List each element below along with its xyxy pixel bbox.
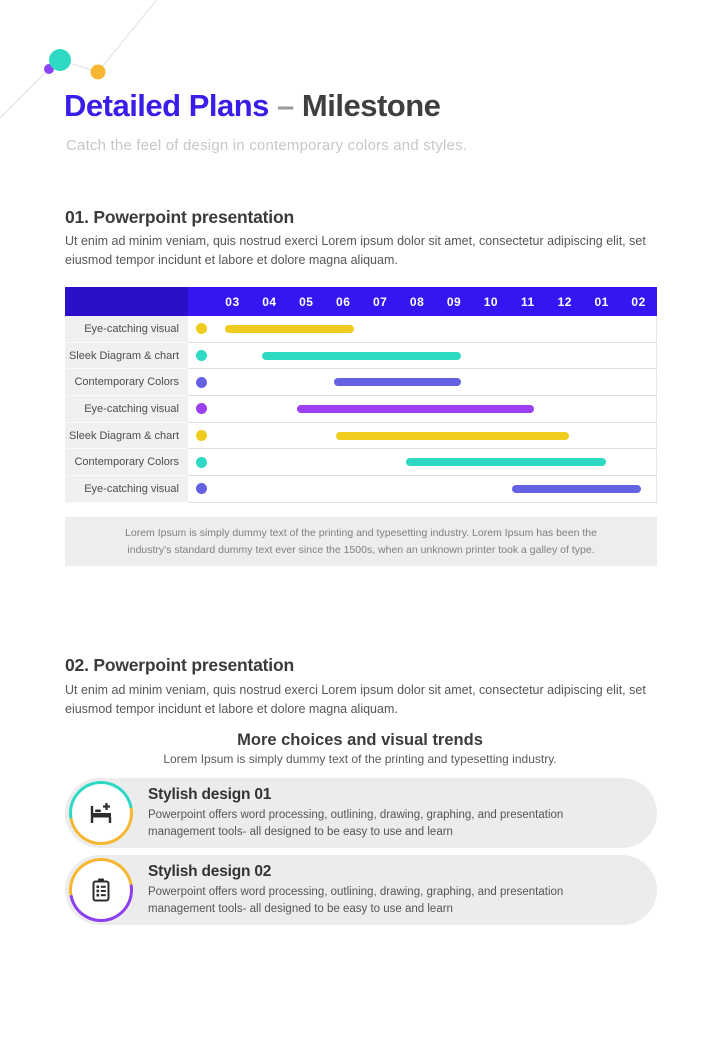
gantt-row-label: Sleek Diagram & chart	[65, 423, 188, 450]
card2-text	[148, 863, 657, 917]
feature-card-stylish-design-01	[65, 778, 657, 848]
gantt-row-track	[214, 396, 656, 422]
gantt-bar	[336, 432, 570, 440]
feature-card-stylish-design-02	[65, 855, 657, 925]
gantt-month-label: 01	[594, 294, 609, 309]
gantt-row-dot	[196, 403, 207, 414]
gantt-row-dot	[196, 430, 207, 441]
gantt-month-header	[188, 287, 657, 316]
card1-body: Powerpoint offers word processing, outlining, drawing, graphing, and presentation management tools- all designed to be easy to use and learn	[148, 808, 564, 838]
gantt-bar	[262, 352, 461, 360]
gantt-month-label: 06	[336, 294, 351, 309]
gantt-row	[65, 476, 657, 503]
gantt-row-label: Eye-catching visual	[65, 316, 188, 343]
gantt-row-chart-area	[188, 476, 657, 502]
gantt-row-chart-area	[188, 369, 657, 395]
page-title	[64, 88, 440, 124]
gantt-row-dot	[196, 483, 207, 494]
deco-teal-dot	[49, 49, 71, 71]
gantt-month-label: 05	[299, 294, 314, 309]
card2-ring	[69, 858, 133, 922]
highlight-subheading: Lorem Ipsum is simply dummy text of the printing and typesetting industry.	[163, 752, 557, 766]
gantt-row-label: Eye-catching visual	[65, 396, 188, 423]
gantt-bar	[297, 405, 535, 413]
gantt-row-track	[214, 369, 656, 395]
gantt-row-dot	[196, 323, 207, 334]
note-box	[65, 517, 657, 566]
card2-body: Powerpoint offers word processing, outlining, drawing, graphing, and presentation management tools- all designed to be easy to use and learn	[148, 885, 564, 915]
highlight-heading: More choices and visual trends	[237, 731, 483, 749]
gantt-month-label: 08	[409, 294, 425, 309]
gantt-row-label: Eye-catching visual	[65, 476, 188, 503]
gantt-row-label: Sleek Diagram & chart	[65, 343, 188, 370]
gantt-header-row	[65, 287, 657, 316]
section1-heading: 01. Powerpoint presentation	[65, 207, 294, 227]
gantt-row	[65, 369, 657, 396]
gantt-month-label: 09	[446, 294, 462, 309]
gantt-row-label: Contemporary Colors	[65, 449, 188, 476]
gantt-bar	[334, 378, 461, 386]
deco-yellow-dot	[91, 65, 106, 80]
card1-icon-circle	[72, 784, 130, 842]
gantt-row-track	[214, 316, 656, 342]
bed-plus-icon	[85, 797, 117, 829]
gantt-month-label: 02	[631, 294, 646, 309]
gantt-row-dot	[196, 350, 207, 361]
gantt-row-chart-area	[188, 423, 657, 449]
gantt-month-label: 12	[557, 294, 572, 309]
gantt-row-chart-area	[188, 316, 657, 342]
gantt-bar	[225, 325, 354, 333]
page-title-separator: –	[277, 88, 294, 123]
gantt-row-dot	[196, 377, 207, 388]
gantt-row	[65, 396, 657, 423]
page-subtitle: Catch the feel of design in contemporary colors and styles.	[66, 137, 468, 154]
gantt-row-dot	[196, 457, 207, 468]
gantt-month-label: 11	[520, 294, 535, 309]
gantt-rows	[65, 316, 657, 503]
gantt-row-chart-area	[188, 396, 657, 422]
clipboard-icon	[85, 874, 117, 906]
gantt-row	[65, 343, 657, 370]
gantt-bar	[406, 458, 607, 466]
gantt-row-track	[214, 449, 656, 475]
gantt-row-track	[214, 423, 656, 449]
page-title-primary: Detailed Plans	[64, 88, 269, 123]
gantt-month-label: 03	[225, 294, 240, 309]
gantt-month-label: 07	[372, 294, 388, 309]
gantt-row-track	[214, 476, 656, 502]
gantt-row-chart-area	[188, 343, 657, 369]
section2-body: Ut enim ad minim veniam, quis nostrud exerci Lorem ipsum dolor sit amet, consectetur adipiscing elit, set eiusmod tempor incidunt et labore et dolore magna aliquam.	[65, 683, 646, 717]
gantt-row-label: Contemporary Colors	[65, 369, 188, 396]
gantt-row	[65, 316, 657, 343]
gantt-month-label: 04	[262, 294, 277, 309]
section2-heading: 02. Powerpoint presentation	[65, 655, 294, 675]
card1-title: Stylish design 01	[148, 785, 272, 803]
card2-icon-circle	[72, 861, 130, 919]
card1-ring	[69, 781, 133, 845]
gantt-header-label-cell	[65, 287, 188, 316]
gantt-bar	[512, 485, 641, 493]
gantt-row	[65, 449, 657, 476]
gantt-month-label: 10	[483, 294, 499, 309]
gantt-row	[65, 423, 657, 450]
section1-body: Ut enim ad minim veniam, quis nostrud exerci Lorem ipsum dolor sit amet, consectetur adipiscing elit, set eiusmod tempor incidunt et labore et dolore magna aliquam.	[65, 234, 646, 268]
card2-title: Stylish design 02	[148, 862, 272, 880]
page-title-secondary: Milestone	[301, 88, 441, 123]
gantt-chart	[65, 287, 657, 503]
gantt-row-track	[214, 343, 656, 369]
card1-text	[148, 786, 657, 840]
gantt-row-chart-area	[188, 449, 657, 475]
note-box-text: Lorem Ipsum is simply dummy text of the printing and typesetting industry. Lorem Ipsum has been the industry's standard dummy text ever since the 1500s, when an unknown printer took a galley of type.	[125, 526, 597, 556]
